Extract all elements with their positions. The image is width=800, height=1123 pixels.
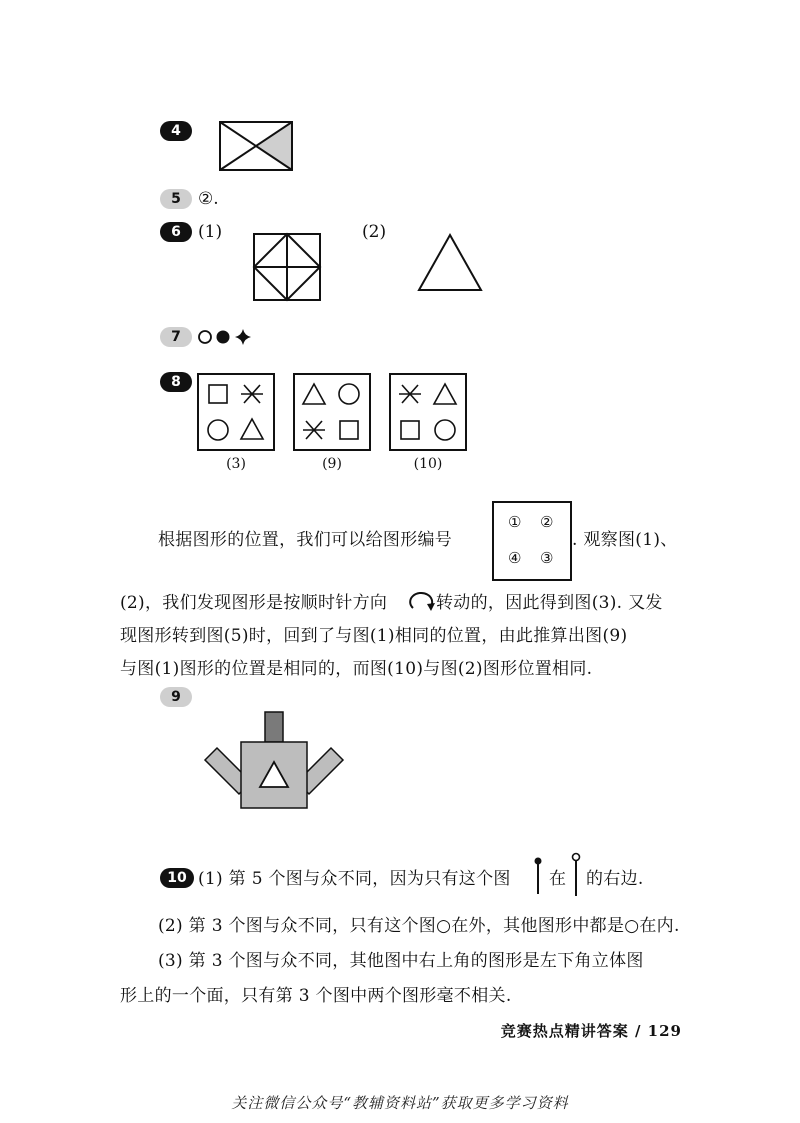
problem-6-badge: 6 [160, 222, 192, 242]
rod-ring-top-icon [571, 852, 581, 898]
problem-7-symbols [197, 328, 257, 346]
square-icon [340, 421, 358, 439]
problem-6-figure-1 [253, 233, 321, 301]
four-point-star-icon [235, 329, 251, 345]
problem-4-figure [218, 120, 294, 172]
circle-outline-icon [199, 331, 211, 343]
square-icon [209, 385, 227, 403]
rod-ball-top-icon [533, 856, 543, 896]
circle-icon [339, 384, 359, 404]
problem-8-para-line2b: 转动的，因此得到图(3). 又发 [436, 593, 663, 613]
circle-filled-icon [217, 331, 230, 344]
position-number-box [492, 501, 572, 581]
position-2-label: ② [540, 513, 554, 531]
triangle-icon [303, 384, 325, 404]
watermark-text: 关注微信公众号“教辅资料站”获取更多学习资料 [231, 1094, 569, 1112]
problem-10-line3: (3) 第 3 个图与众不同，其他图中右上角的图形是左下角立体图 [158, 951, 644, 971]
problem-8-para-line1a: 根据图形的位置，我们可以给图形编号 [158, 530, 453, 550]
running-title-page-number: 竞赛热点精讲答案 / 129 [500, 1022, 682, 1040]
problem-10-badge: 10 [160, 868, 194, 888]
triangle-icon [241, 419, 263, 439]
problem-8-para-line1b: . 观察图(1)、 [572, 530, 678, 550]
problem-6-part1-label: (1) [198, 222, 223, 242]
problem-5-badge: 5 [160, 189, 192, 209]
circle-icon [435, 420, 455, 440]
problem-8-caption-3: (10) [413, 456, 443, 472]
problem-8-para-line3: 现图形转到图(5)时，回到了与图(1)相同的位置，由此推算出图(9) [120, 626, 628, 646]
problem-8-para-line2a: (2)，我们发现图形是按顺时针方向 [120, 593, 388, 613]
problem-7-badge: 7 [160, 327, 192, 347]
problem-8-grid-10 [389, 373, 467, 451]
clockwise-arrow-icon [410, 590, 436, 614]
problem-10-line1c: 的右边. [586, 869, 644, 889]
asterisk-icon [241, 385, 263, 403]
problem-6-figure-2 [417, 233, 483, 293]
problem-8-caption-1: (3) [226, 456, 246, 472]
square-icon [401, 421, 419, 439]
circle-icon [208, 420, 228, 440]
problem-8-grid-9 [293, 373, 371, 451]
problem-8-para-line4: 与图(1)图形的位置是相同的，而图(10)与图(2)图形位置相同. [120, 659, 593, 679]
asterisk-icon [399, 385, 421, 403]
position-3-label: ③ [540, 549, 554, 567]
problem-10-line1a: (1) 第 5 个图与众不同，因为只有这个图 [198, 869, 511, 889]
position-4-label: ④ [508, 549, 522, 567]
asterisk-icon [303, 421, 325, 439]
problem-10-line2: (2) 第 3 个图与众不同，只有这个图○在外，其他图形中都是○在内. [158, 916, 680, 936]
problem-6-part2-label: (2) [362, 222, 387, 242]
problem-9-badge: 9 [160, 687, 192, 707]
position-1-label: ① [508, 513, 522, 531]
problem-4-badge: 4 [160, 121, 192, 141]
triangle-icon [434, 384, 456, 404]
problem-10-line1b: 在 [549, 869, 567, 889]
problem-8-caption-2: (9) [322, 456, 342, 472]
problem-9-figure [205, 712, 345, 812]
problem-10-line4: 形上的一个面，只有第 3 个图中两个图形毫不相关. [120, 986, 512, 1006]
problem-5-answer: ②. [198, 189, 219, 209]
problem-8-grid-3 [197, 373, 275, 451]
problem-8-badge: 8 [160, 372, 192, 392]
